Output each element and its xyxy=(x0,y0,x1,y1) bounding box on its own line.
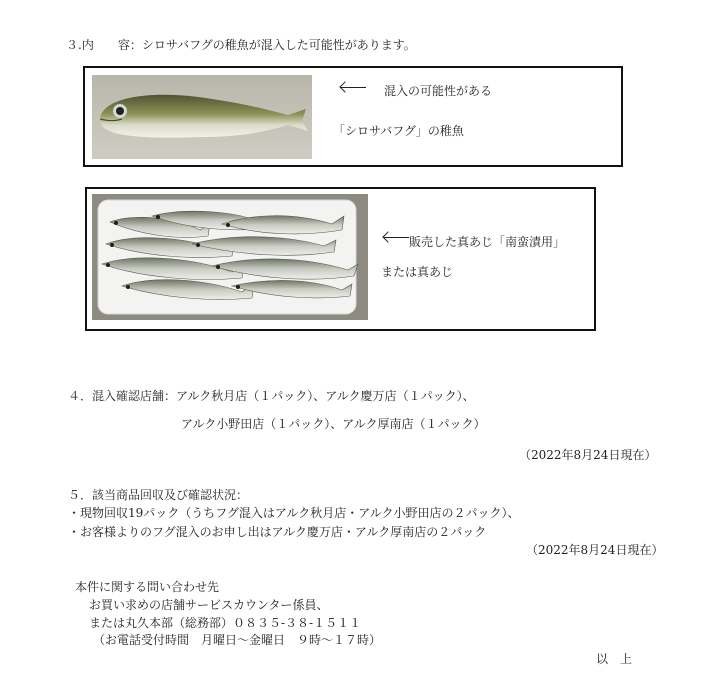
box1-label-line2: 「シロサバフグ」の稚魚 xyxy=(333,124,464,138)
section5-bullet1: ・現物回収19パック（うちフグ混入はアルク秋月店・アルク小野田店の２パック）、 xyxy=(68,506,520,520)
section4-line1: ４．混入確認店舗：アルク秋月店（１パック）、アルク慶万店（１パック）、 xyxy=(68,389,475,403)
section5-bullet2: ・お客様よりのフグ混入のお申し出はアルク慶万店・アルク厚南店の２パック xyxy=(68,525,487,539)
closing-text: 以 上 xyxy=(596,652,633,666)
box1-label-line1: 混入の可能性がある xyxy=(384,84,493,98)
section5-date: （2022年8月24日現在） xyxy=(526,543,664,557)
section5-heading: ５．該当商品回収及び確認状況： xyxy=(68,488,249,502)
horse-mackerel-photo xyxy=(92,194,368,320)
section4-line2: アルク小野田店（１パック）、アルク厚南店（１パック） xyxy=(181,417,486,431)
contact-line1: お買い求めの店舗サービスカウンター係員、 xyxy=(89,598,329,612)
contact-line3: （お電話受付時間 月曜日～金曜日 ９時～１７時） xyxy=(93,633,382,647)
contact-line2: または丸久本部（総務部）０８３５-３８-１５１１ xyxy=(89,616,362,630)
section3-heading: ３.内 容：シロサバフグの稚魚が混入した可能性があります。 xyxy=(66,38,416,52)
section4-date: （2022年8月24日現在） xyxy=(519,448,657,462)
contact-title: 本件に関する問い合わせ先 xyxy=(75,580,220,594)
box2-label-line2: または真あじ xyxy=(381,265,454,279)
box2-label-line1: 販売した真あじ「南蛮漬用」 xyxy=(409,235,566,249)
pufferfish-photo xyxy=(92,75,312,159)
